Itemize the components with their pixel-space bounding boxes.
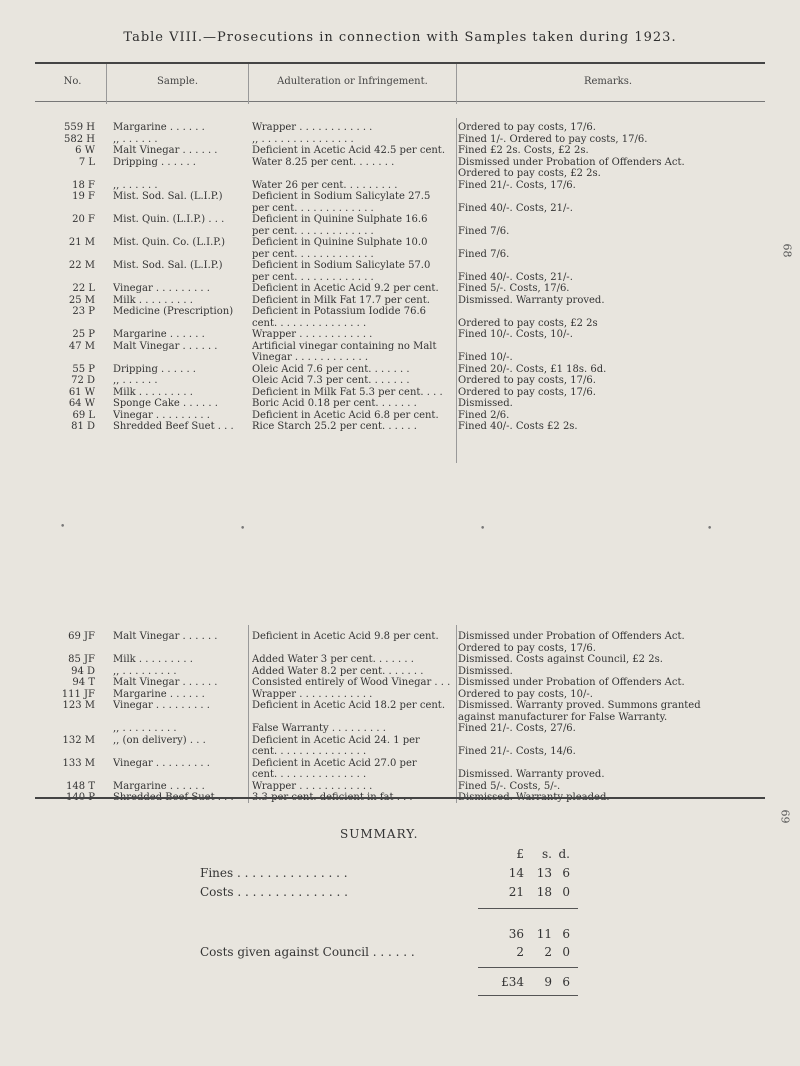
costs-pence: 0 [562, 885, 570, 899]
adulteration: Deficient in Acetic Acid 18.2 per cent. [252, 700, 445, 711]
adulteration: per cent. . . . . . . . . . . . . [252, 271, 374, 283]
table-row [40, 295, 740, 307]
table-bottom-rule [35, 797, 765, 799]
sample-number: 132 M [62, 734, 95, 746]
scan-speck: • [60, 522, 66, 532]
remarks: Fined 7/6. [458, 225, 510, 237]
remarks: Dismissed. Warranty proved. [458, 769, 605, 780]
remarks: Fined £2 2s. Costs, £2 2s. [458, 145, 589, 156]
adulteration: cent. . . . . . . . . . . . . . . [252, 769, 367, 780]
table-row [40, 689, 740, 701]
table-row [40, 191, 740, 203]
adulteration: False Warranty . . . . . . . . . [252, 723, 386, 734]
table-row [40, 781, 740, 793]
fines-pounds: 14 [508, 866, 524, 880]
adulteration: ,, . . . . . . . . . . . . . . . [252, 133, 354, 145]
adulteration: Deficient in Milk Fat 5.3 per cent. . . . [252, 386, 443, 398]
sample-number: 148 T [66, 780, 95, 792]
summary-subtotal-rule [478, 908, 578, 909]
table-row [40, 329, 740, 341]
table-row [40, 735, 740, 747]
remarks: Fined 21/-. Costs, 27/6. [458, 723, 576, 734]
table-row [40, 643, 740, 655]
sample-number: 559 H [64, 122, 95, 133]
summary-total-row [200, 975, 580, 989]
sample-number: 111 JF [61, 688, 95, 700]
table-row [40, 237, 740, 249]
table-row [40, 145, 740, 157]
table-row [40, 712, 740, 724]
adulteration: Deficient in Potassium Iodide 76.6 [252, 306, 426, 317]
sample-name: Shredded Beef Suet . . . [113, 421, 234, 432]
remarks: Fined 5/-. Costs, 5/-. [458, 780, 561, 792]
summary-total-underline [478, 995, 578, 996]
remarks: Dismissed under Probation of Offenders Act. [458, 677, 685, 688]
scan-speck: • [480, 524, 486, 534]
header-adulteration: Adulteration or Infringement. [277, 76, 428, 87]
table-row [40, 260, 740, 272]
summary-total-rule [478, 967, 578, 968]
remarks: Dismissed under Probation of Offenders Act. [458, 631, 685, 642]
summary-col-pence: d. [558, 847, 570, 861]
adulteration: cent. . . . . . . . . . . . . . . [252, 317, 367, 329]
adulteration: Deficient in Quinine Sulphate 16.6 [252, 214, 428, 225]
remarks: Dismissed. [458, 665, 513, 677]
page-number-69: 69 [778, 809, 792, 824]
remarks: Ordered to pay costs, 10/-. [458, 688, 593, 700]
sample-number: 55 P [72, 363, 95, 375]
sample-number: 25 M [68, 294, 95, 306]
summary-council-row [200, 945, 580, 959]
sample-name: Mist. Quin. Co. (L.I.P.) [113, 237, 226, 248]
summary-costs-row [200, 885, 580, 899]
remarks: Dismissed. Warranty proved. Summons granted [458, 700, 701, 711]
sample-number: 123 M [62, 700, 95, 711]
table-title: Table VIII.—Prosecutions in connection with Samples taken during 1923. [123, 30, 677, 45]
fines-label: Fines . . . . . . . . . . . . . . . [200, 866, 348, 880]
remarks: Fined 21/-. Costs, 17/6. [458, 179, 576, 191]
sample-name: Malt Vinegar . . . . . . [113, 631, 218, 642]
sample-name: ,, (on delivery) . . . [113, 734, 206, 746]
adulteration: Deficient in Acetic Acid 27.0 per [252, 757, 417, 769]
table-row [40, 421, 740, 433]
table-row [40, 398, 740, 410]
sample-name: ,, . . . . . . [113, 179, 158, 191]
remarks: Fined 1/-. Ordered to pay costs, 17/6. [458, 133, 648, 145]
adulteration: per cent. . . . . . . . . . . . . [252, 225, 374, 237]
adulteration: cent. . . . . . . . . . . . . . . [252, 746, 367, 757]
column-divider [106, 64, 107, 104]
remarks: Dismissed. Costs against Council, £2 2s. [458, 654, 663, 665]
remarks: Fined 10/-. Costs, 10/-. [458, 329, 573, 340]
sample-number: 22 M [68, 260, 95, 271]
sample-name: Mist. Sod. Sal. (L.I.P.) [113, 191, 223, 202]
adulteration: Deficient in Acetic Acid 24. 1 per [252, 734, 420, 746]
table-row [40, 654, 740, 666]
total-pence: 6 [562, 975, 570, 989]
column-divider [248, 64, 249, 104]
sample-number: 94 T [72, 677, 95, 688]
table-row [40, 758, 740, 770]
sample-name: Vinegar . . . . . . . . . [113, 757, 210, 769]
total-shillings: 9 [544, 975, 552, 989]
sample-number: 81 D [71, 421, 95, 432]
sample-number: 21 M [68, 237, 95, 248]
remarks: Ordered to pay costs, 17/6. [458, 386, 596, 398]
sample-number: 69 L [72, 409, 95, 421]
remarks: Ordered to pay costs, £2 2s [458, 317, 598, 329]
table-row [40, 168, 740, 180]
sample-name: Margarine . . . . . . [113, 780, 205, 792]
sample-name: Vinegar . . . . . . . . . [113, 700, 210, 711]
adulteration: Oleic Acid 7.3 per cent. . . . . . . [252, 375, 410, 386]
page-number-68: 68 [780, 243, 794, 258]
adulteration: Water 26 per cent. . . . . . . . . [252, 179, 398, 191]
sample-number: 61 W [68, 386, 95, 398]
remarks: Fined 5/-. Costs, 17/6. [458, 283, 570, 294]
adulteration: Wrapper . . . . . . . . . . . . [252, 122, 373, 133]
adulteration: Deficient in Acetic Acid 6.8 per cent. [252, 409, 439, 421]
adulteration: Vinegar . . . . . . . . . . . . [252, 352, 369, 363]
sample-number: 69 JF [68, 631, 95, 642]
sample-name: Vinegar . . . . . . . . . [113, 409, 210, 421]
sample-name: Margarine . . . . . . [113, 688, 205, 700]
adulteration: Wrapper . . . . . . . . . . . . [252, 329, 373, 340]
costs-pounds: 21 [508, 885, 524, 899]
sample-number: 94 D [71, 665, 95, 677]
remarks: Ordered to pay costs, 17/6. [458, 642, 596, 654]
sample-number: 64 W [68, 398, 95, 409]
sample-name: ,, . . . . . . . . . [113, 723, 177, 734]
table-row [40, 249, 740, 261]
remarks: Ordered to pay costs, 17/6. [458, 375, 596, 386]
subtotal-pence: 6 [562, 927, 570, 941]
sample-number: 25 P [72, 329, 95, 340]
table-row [40, 387, 740, 399]
sample-name: Sponge Cake . . . . . . [113, 398, 218, 409]
sample-number: 7 L [78, 156, 95, 168]
remarks: Dismissed. [458, 398, 513, 409]
table-row [40, 214, 740, 226]
table-row [40, 364, 740, 376]
sample-number: 133 M [62, 757, 95, 769]
sample-name: ,, . . . . . . [113, 375, 158, 386]
sample-name: Dripping . . . . . . [113, 363, 196, 375]
table-row [40, 375, 740, 387]
council-pence: 0 [562, 945, 570, 959]
table-row [40, 769, 740, 781]
table-row [40, 283, 740, 295]
summary-title: SUMMARY. [340, 827, 419, 841]
remarks: Fined 21/-. Costs, 14/6. [458, 746, 576, 757]
summary-col-shillings: s. [542, 847, 552, 861]
sample-number: 6 W [75, 145, 95, 156]
sample-name: Dripping . . . . . . [113, 156, 196, 168]
header-top-rule [35, 62, 765, 64]
subtotal-pounds: 36 [508, 927, 524, 941]
sample-number: 20 F [72, 214, 95, 225]
sample-name: Malt Vinegar . . . . . . [113, 145, 218, 156]
remarks: against manufacturer for False Warranty. [458, 711, 668, 723]
total-pounds: £34 [501, 975, 524, 989]
table-row [40, 203, 740, 215]
remarks: Dismissed under Probation of Offenders Act. [458, 156, 685, 168]
sample-name: Malt Vinegar . . . . . . [113, 677, 218, 688]
header-sample: Sample. [157, 76, 198, 87]
sample-number: 18 F [72, 179, 95, 191]
adulteration: Added Water 8.2 per cent. . . . . . . [252, 665, 424, 677]
costs-label: Costs . . . . . . . . . . . . . . . [200, 885, 348, 899]
sample-number: 72 D [71, 375, 95, 386]
table-row [40, 677, 740, 689]
scan-speck: • [707, 524, 713, 534]
adulteration: Deficient in Acetic Acid 42.5 per cent. [252, 145, 445, 156]
sample-name: Mist. Quin. (L.I.P.) . . . [113, 214, 225, 225]
header-no: No. [63, 76, 82, 87]
adulteration: Oleic Acid 7.6 per cent. . . . . . . [252, 363, 410, 375]
council-shillings: 2 [544, 945, 552, 959]
adulteration: Artificial vinegar containing no Malt [252, 340, 437, 352]
adulteration: Boric Acid 0.18 per cent. . . . . . . [252, 398, 417, 409]
costs-shillings: 18 [536, 885, 552, 899]
remarks: Ordered to pay costs, £2 2s. [458, 168, 601, 179]
remarks: Fined 40/-. Costs, 21/-. [458, 202, 573, 214]
table-row [40, 341, 740, 353]
header-bottom-rule [35, 101, 765, 102]
adulteration: Deficient in Sodium Salicylate 57.0 [252, 260, 431, 271]
sample-name: ,, . . . . . . [113, 133, 158, 145]
adulteration: Wrapper . . . . . . . . . . . . [252, 780, 373, 792]
scan-speck: • [240, 524, 246, 534]
table-row [40, 700, 740, 712]
table-row [40, 226, 740, 238]
table-row [40, 631, 740, 643]
sample-name: Mist. Sod. Sal. (L.I.P.) [113, 260, 223, 271]
table-row [40, 272, 740, 284]
council-pounds: 2 [516, 945, 524, 959]
remarks: Fined 40/-. Costs, 21/-. [458, 271, 573, 283]
fines-pence: 6 [562, 866, 570, 880]
adulteration: per cent. . . . . . . . . . . . . [252, 202, 374, 214]
table-row [40, 318, 740, 330]
adulteration: Added Water 3 per cent. . . . . . . [252, 654, 414, 665]
sample-number: 582 H [64, 133, 95, 145]
table-row [40, 134, 740, 146]
remarks: Fined 20/-. Costs, £1 18s. 6d. [458, 363, 607, 375]
sample-number: 23 P [72, 306, 95, 317]
remarks: Fined 2/6. [458, 409, 510, 421]
sample-name: Malt Vinegar . . . . . . [113, 340, 218, 352]
summary-col-pound: £ [516, 847, 524, 861]
remarks: Fined 7/6. [458, 248, 510, 260]
sample-number: 22 L [72, 283, 95, 294]
subtotal-shillings: 11 [536, 927, 552, 941]
adulteration: Rice Starch 25.2 per cent. . . . . . [252, 421, 417, 432]
sample-number: 47 M [68, 340, 95, 352]
remarks: Fined 40/-. Costs £2 2s. [458, 421, 578, 432]
table-row [40, 352, 740, 364]
adulteration: Deficient in Sodium Salicylate 27.5 [252, 191, 431, 202]
sample-name: Medicine (Prescription) [113, 306, 234, 317]
sample-name: Vinegar . . . . . . . . . [113, 283, 210, 294]
column-divider [456, 64, 457, 104]
fines-shillings: 13 [536, 866, 552, 880]
adulteration: Deficient in Quinine Sulphate 10.0 [252, 237, 428, 248]
sample-name: Milk . . . . . . . . . [113, 654, 193, 665]
sample-name: Margarine . . . . . . [113, 329, 205, 340]
table-row [40, 122, 740, 134]
adulteration: Deficient in Acetic Acid 9.8 per cent. [252, 631, 439, 642]
table-row [40, 666, 740, 678]
adulteration: Consisted entirely of Wood Vinegar . . . [252, 677, 451, 688]
table-row [40, 723, 740, 735]
sample-name: Milk . . . . . . . . . [113, 294, 193, 306]
table-row [40, 157, 740, 169]
summary-header-row [200, 847, 580, 861]
remarks: Fined 10/-. [458, 352, 513, 363]
adulteration: Wrapper . . . . . . . . . . . . [252, 688, 373, 700]
sample-number: 19 F [72, 191, 95, 202]
summary-subtotal-row [200, 927, 580, 941]
sample-name: ,, . . . . . . . . . [113, 665, 177, 677]
adulteration: Deficient in Acetic Acid 9.2 per cent. [252, 283, 439, 294]
council-costs-label: Costs given against Council . . . . . . [200, 945, 415, 959]
header-remarks: Remarks. [583, 76, 633, 87]
adulteration: Deficient in Milk Fat 17.7 per cent. [252, 294, 430, 306]
adulteration: Water 8.25 per cent. . . . . . . [252, 156, 395, 168]
table-row [40, 746, 740, 758]
table-row [40, 410, 740, 422]
adulteration: per cent. . . . . . . . . . . . . [252, 248, 374, 260]
remarks: Dismissed. Warranty proved. [458, 294, 605, 306]
remarks: Ordered to pay costs, 17/6. [458, 122, 596, 133]
table-row [40, 180, 740, 192]
summary-fines-row [200, 866, 580, 880]
sample-name: Margarine . . . . . . [113, 122, 205, 133]
table-row [40, 306, 740, 318]
sample-name: Milk . . . . . . . . . [113, 386, 193, 398]
sample-number: 85 JF [68, 654, 95, 665]
